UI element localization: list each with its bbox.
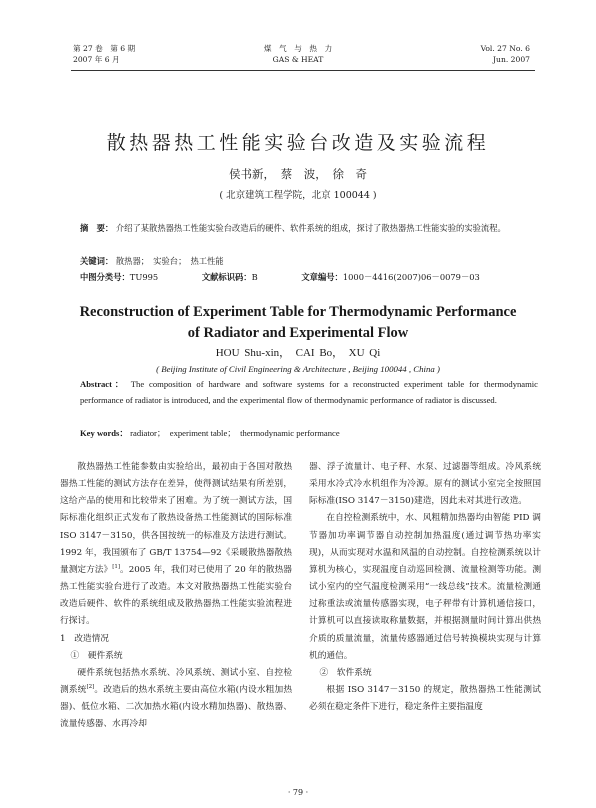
- keywords-text-cn: 散热器； 实验台； 热工性能: [115, 256, 224, 266]
- abstract-text-en: The composition of hardware and software systems for a reconstructed experiment table for thermodynamic performance of radiator is introduced, and the experimental flow of thermodynamic performance of radiator is discussed.: [80, 379, 538, 405]
- intro-text-b: 。2005 年，我们对已使用了 20 年的散热器热工性能实验台进行了改造。本文对散热器热工性能实验台改造后硬件、软件的系统组成及散热器热工性能实验流程进行探讨。: [60, 564, 292, 627]
- hardware-text-a: 硬件系统包括热水系统、冷风系统、测试小室、自控检测系统: [60, 667, 292, 696]
- citation-ref: [2]: [86, 684, 95, 691]
- volume-issue-en: Vol. 27 No. 6: [480, 44, 530, 53]
- paragraph-hardware-cont: 器、浮子流量计、电子秤、水泵、过滤器等组成。冷风系统采用水冷式冷水机组作为冷源。原有的测试小室完全按照国际标准(ISO 3147－3150)建造，因此未对其进行改造。: [309, 462, 541, 507]
- keywords-cn: [80, 254, 540, 268]
- abstract-en: [80, 376, 538, 408]
- title-en-line1: Reconstruction of Experiment Table for Thermodynamic Performance: [79, 304, 517, 320]
- intro-text-a: 散热器热工性能参数由实验给出，最初由于各国对散热器热工性能的测试方法存在差异，使得测试结果有所差别，这给产品的使用和比较带来了困难。为了统一测试方法，国际标准化组织正式发布了散热设备热工性能测试的国际标准 ISO 3147－3150，供各国按统一的标准及方法进行测试。1992 年，我国颁布了 GB/T 13754—92《采暖散热器散热量测定方法》: [60, 462, 292, 575]
- subsection-heading: ① 硬件系统: [70, 650, 123, 661]
- abstract-label-en: Abstract：: [80, 379, 127, 389]
- document-code: [202, 272, 278, 282]
- paper-title-en: [60, 302, 536, 344]
- article-number: [301, 272, 499, 282]
- page-number: · 79 ·: [287, 788, 309, 797]
- subsection-heading: ② 软件系统: [319, 667, 372, 678]
- keywords-label-en: Key words：: [80, 428, 128, 438]
- body-column-left: [60, 459, 292, 734]
- clc-label: 中图分类号：: [80, 272, 130, 282]
- paragraph-hardware: [60, 665, 292, 734]
- journal-name-cn: 煤 气 与 热 力: [263, 44, 333, 53]
- clc-value: TU995: [129, 272, 159, 282]
- hardware-text-b: 。改造后的热水系统主要由高位水箱(内设水粗加热器)、低位水箱、二次加热水箱(内设水精加热器)、散热器、流量传感器、水再冷却: [60, 685, 293, 730]
- paragraph-software: 根据 ISO 3147－3150 的规定，散热器热工性能测试必须在稳定条件下进行，稳定条件主要指温度: [309, 685, 541, 713]
- paragraph-intro: [60, 459, 292, 631]
- abstract-label-cn: 摘 要：: [80, 223, 114, 233]
- article-label: 文章编号：: [301, 272, 343, 282]
- header-rule: [71, 70, 535, 71]
- abstract-text-cn: 介绍了某散热器热工性能实验台改造后的硬件、软件系统的组成，探讨了散热器热工性能实验的实验流程。: [115, 223, 506, 233]
- affiliation-cn: ( 北京建筑工程学院，北京 100044 ): [219, 190, 377, 201]
- keywords-en: [80, 427, 538, 439]
- classification-ids: [80, 270, 540, 284]
- title-en-line2: of Radiator and Experimental Flow: [187, 325, 409, 341]
- authors-en: HOU Shu-xin， CAI Bo， XU Qi: [215, 347, 381, 359]
- authors-cn: 侯书新， 蔡 波， 徐 奇: [229, 167, 367, 181]
- section-heading: 1 改造情况: [60, 633, 109, 644]
- journal-name-en: GAS & HEAT: [272, 55, 324, 64]
- affiliation-en: ( Beijing Institute of Civil Engineering & Architecture , Beijing 100044 , China ): [156, 364, 440, 374]
- keywords-text-en: radiator； experiment table； thermodynamic performance: [130, 428, 340, 438]
- paper-title-cn: 散热器热工性能实验台改造及实验流程: [106, 132, 490, 154]
- publication-date: 2007 年 6 月: [73, 55, 120, 64]
- volume-issue: 第 27 卷 第 6 期: [73, 44, 136, 53]
- citation-ref: [1]: [112, 564, 120, 571]
- keywords-label-cn: 关键词：: [80, 256, 114, 266]
- article-value: 1000－4416(2007)06－0079－03: [342, 272, 480, 282]
- publication-date-en: Jun. 2007: [493, 55, 530, 64]
- body-column-right: [309, 459, 541, 716]
- paragraph-control-system: 在自控检测系统中，水、风粗精加热器均由智能 PID 调节器加功率调节器自动控制加热温度(通过调节热功率实现)，从而实现对水温和风温的自动控制。自控检测系统以计算机为核心，实现温度自动巡回检测、流量检测等功能。测试小室内的空气温度检测采用“一线总线”技术。流量检测通过称重法或流量传感器实现，电子秤带有计算机通信接口，计算机可以直接读取称量数据，并根据测量时间计算出供热介质的质量流量，流量传感器通过信号转换模块实现与计算机的通信。: [309, 513, 541, 661]
- doc-label: 文献标识码：: [201, 272, 252, 282]
- journal-volume-info-en: [481, 43, 530, 65]
- doc-value: B: [251, 272, 258, 282]
- clc-number: [80, 272, 178, 282]
- abstract-cn: [80, 221, 540, 235]
